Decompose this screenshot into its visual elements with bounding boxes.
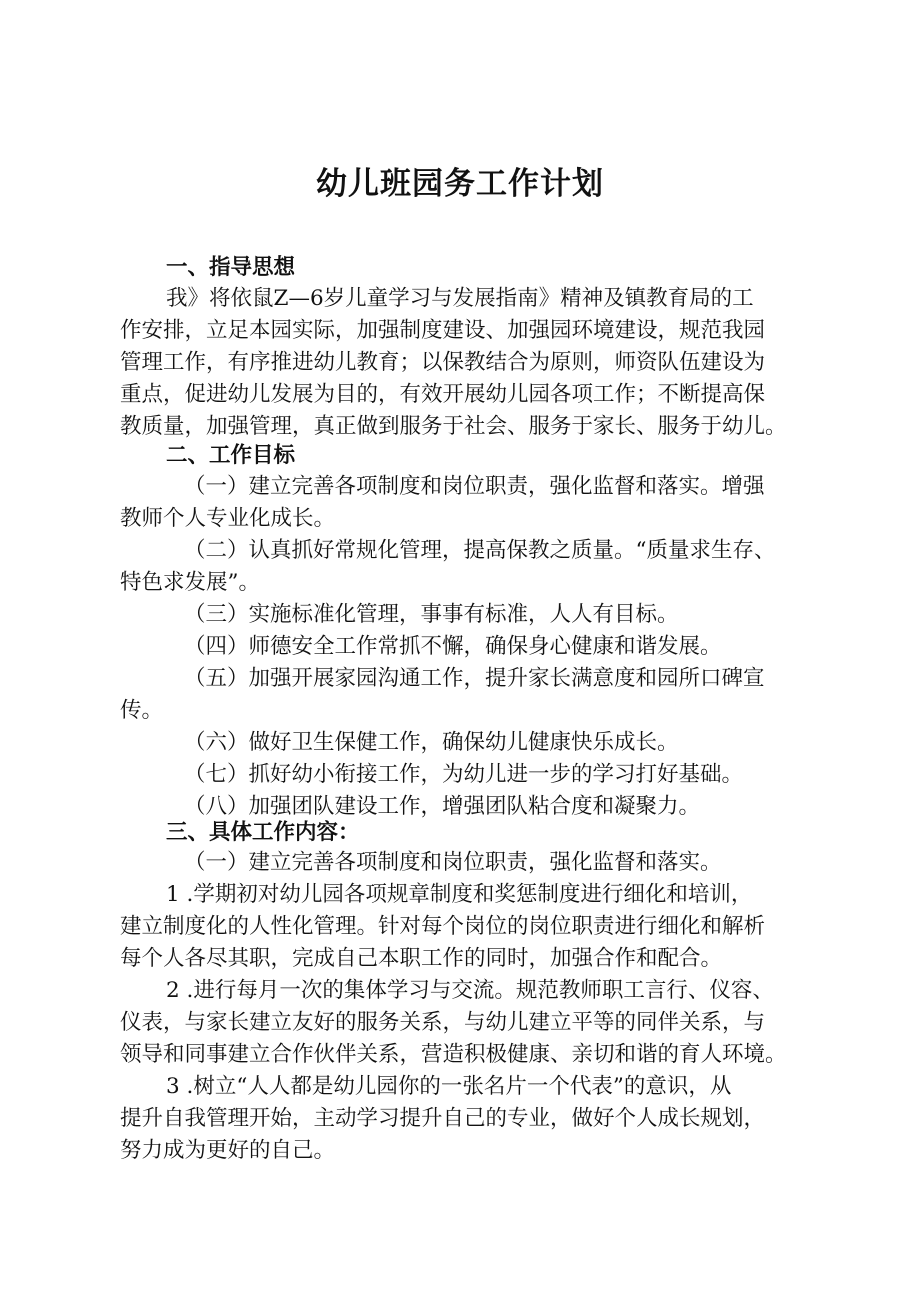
paragraph-line: （八）加强团队建设工作，增强团队粘合度和凝聚力。	[184, 794, 701, 819]
paragraph-line: 努力成为更好的自己。	[120, 1138, 336, 1163]
paragraph-line: （一）建立完善各项制度和岗位职责，强化监督和落实。增强	[184, 474, 765, 499]
paragraph-line: 建立制度化的人性化管理。针对每个岗位的岗位职责进行细化和解析	[120, 914, 766, 939]
section-heading-guiding-ideology: 一、指导思想	[166, 255, 296, 280]
document-title: 幼儿班园务工作计划	[316, 166, 604, 202]
paragraph-line: 我》将依鼠Z—6岁儿童学习与发展指南》精神及镇教育局的工	[166, 286, 754, 311]
paragraph-line: 传。	[120, 698, 164, 723]
paragraph-line: 教师个人专业化成长。	[120, 506, 336, 531]
paragraph-line: 教质量，加强管理，真正做到服务于社会、服务于家长、服务于幼儿。	[120, 414, 787, 439]
paragraph-line: 仪表，与家长建立友好的服务关系，与幼儿建立平等的同伴关系，与	[120, 1010, 766, 1035]
paragraph-line: （二）认真抓好常规化管理，提高保教之质量。“质量求生存、	[184, 538, 776, 563]
paragraph-line: （一）建立完善各项制度和岗位职责，强化监督和落实。	[184, 850, 722, 875]
paragraph-line: 3 .树立“人人都是幼儿园你的一张名片一个代表”的意识，从	[166, 1074, 732, 1099]
paragraph-line: 1 .学期初对幼儿园各项规章制度和奖惩制度进行细化和培训，	[166, 882, 753, 907]
paragraph-line: （三）实施标准化管理，事事有标准，人人有目标。	[184, 602, 679, 627]
paragraph-line: 提升自我管理开始，主动学习提升自己的专业，做好个人成长规划，	[120, 1106, 766, 1131]
paragraph-line: 2 .进行每月一次的集体学习与交流。规范教师职工言行、仪容、	[166, 978, 774, 1003]
paragraph-line: 特色求发展”。	[120, 570, 260, 595]
paragraph-line: 领导和同事建立合作伙伴关系，营造积极健康、亲切和谐的育人环境。	[120, 1042, 787, 1067]
section-heading-specific-work: 三、具体工作内容：	[166, 820, 360, 845]
paragraph-line: （五）加强开展家园沟通工作，提升家长满意度和园所口碑宣	[184, 666, 765, 691]
paragraph-line: （四）师德安全工作常抓不懈，确保身心健康和谐发展。	[184, 634, 722, 659]
paragraph-line: 每个人各尽其职，完成自己本职工作的同时，加强合作和配合。	[120, 946, 723, 971]
section-heading-work-goals: 二、工作目标	[166, 443, 296, 468]
paragraph-line: 管理工作，有序推进幼儿教育；以保教结合为原则，师资队伍建设为	[120, 350, 766, 375]
paragraph-line: 作安排，立足本园实际，加强制度建设、加强园环境建设，规范我园	[120, 318, 766, 343]
paragraph-line: （七）抓好幼小衔接工作，为幼儿进一步的学习打好基础。	[184, 762, 744, 787]
paragraph-line: （六）做好卫生保健工作，确保幼儿健康快乐成长。	[184, 730, 679, 755]
paragraph-line: 重点，促进幼儿发展为目的，有效开展幼儿园各项工作；不断提高保	[120, 382, 766, 407]
